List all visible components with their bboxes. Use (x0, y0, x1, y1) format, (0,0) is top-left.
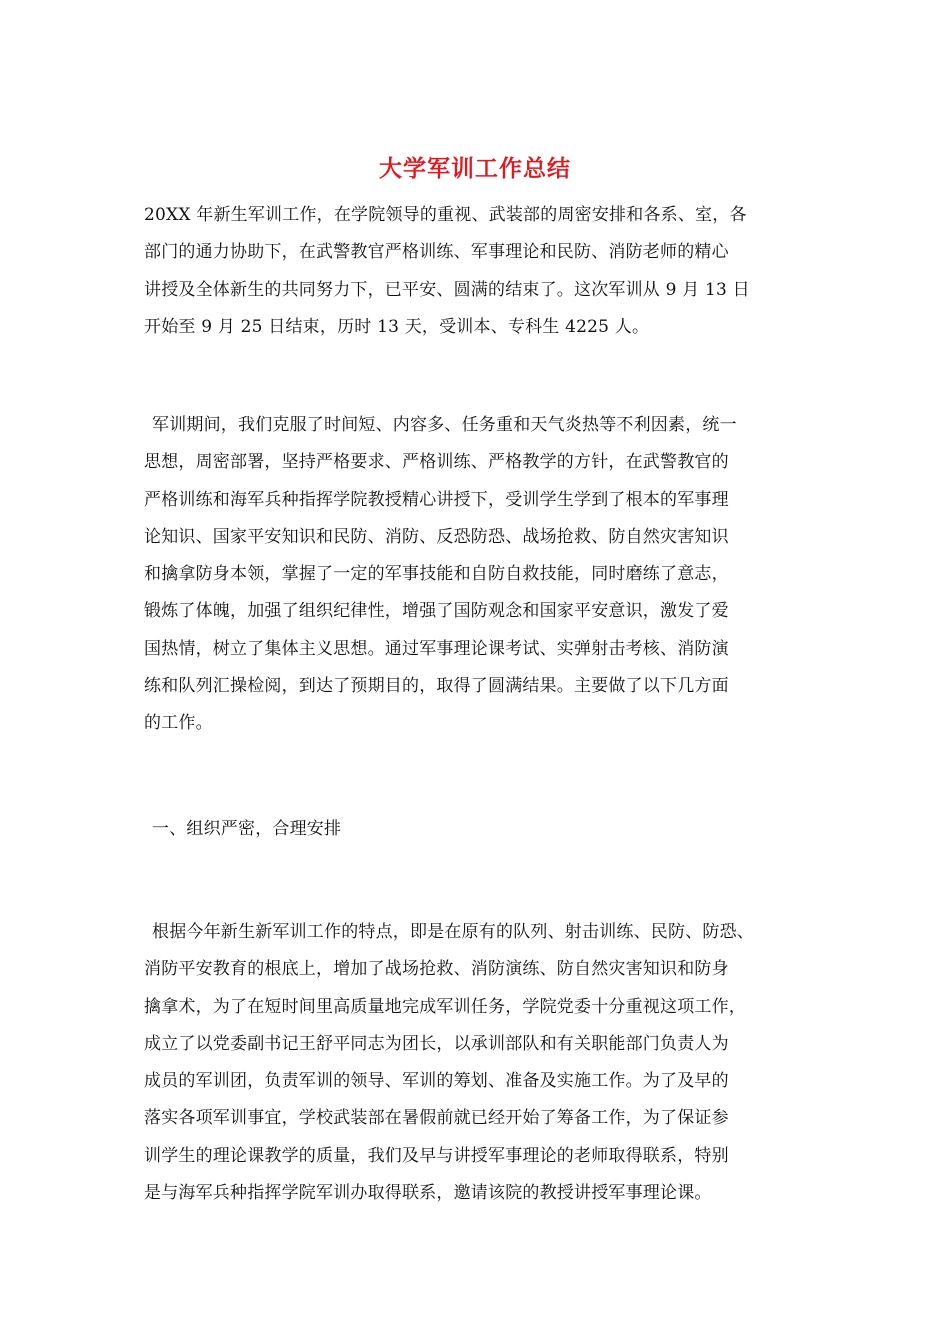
section-heading (144, 811, 824, 848)
paragraph-line: 成员的军训团，负责军训的领导、军训的筹划、准备及实施工作。为了及早的 (144, 1071, 729, 1092)
paragraph-line: 军训期间，我们克服了时间短、内容多、任务重和天气炎热等不利因素，统一 (152, 415, 737, 435)
paragraph-line: 论知识、国家平安知识和民防、消防、反恐防恐、战场抢救、防自然灾害知识 (144, 526, 729, 547)
section-heading-text: 一、组织严密，合理安排 (152, 819, 342, 839)
paragraph-line: 消防平安教育的根底上，增加了战场抢救、消防演练、防自然灾害知识和防身 (144, 959, 729, 980)
paragraph-line: 讲授及全体新生的共同努力下，已平安、圆满的结束了。这次军训从 9 月 13 日 (144, 279, 750, 300)
paragraph-line: 根据今年新生新军训工作的特点，即是在原有的队列、射击训练、民防、防恐、 (152, 922, 754, 942)
paragraph-line: 落实各项军训事宜，学校武装部在暑假前就已经开始了筹备工作，为了保证参 (144, 1108, 729, 1129)
paragraph-line: 训学生的理论课教学的质量，我们及早与讲授军事理论的老师取得联系，特别 (144, 1145, 729, 1166)
paragraph-line: 的工作。 (144, 713, 213, 734)
document-title: 大学军训工作总结 (379, 155, 571, 182)
paragraph-intro (144, 197, 824, 346)
paragraph-line: 思想，周密部署，坚持严格要求、严格训练、严格教学的方针，在武警教官的 (144, 452, 729, 473)
paragraph-line: 严格训练和海军兵种指挥学院教授精心讲授下，受训学生学到了根本的军事理 (144, 489, 729, 510)
paragraph-line: 成立了以党委副书记王舒平同志为团长，以承训部队和有关职能部门负责人为 (144, 1033, 729, 1054)
paragraph-line: 20XX 年新生军训工作，在学院领导的重视、武装部的周密安排和各系、室，各 (144, 205, 747, 225)
paragraph-training-period (144, 407, 824, 743)
paragraph-line: 国热情，树立了集体主义思想。通过军事理论课考试、实弹射击考核、消防演 (144, 638, 729, 659)
paragraph-line: 部门的通力协助下，在武警教官严格训练、军事理论和民防、消防老师的精心 (144, 242, 729, 263)
paragraph-line: 开始至 9 月 25 日结束，历时 13 天，受训本、专科生 4225 人。 (144, 316, 650, 337)
paragraph-line: 和擒拿防身本领，掌握了一定的军事技能和自防自救技能，同时磨练了意志， (144, 564, 729, 585)
paragraph-line: 练和队列汇操检阅，到达了预期目的，取得了圆满结果。主要做了以下几方面 (144, 676, 729, 697)
paragraph-line: 锻炼了体魄，加强了组织纪律性，增强了国防观念和国家平安意识，激发了爱 (144, 601, 729, 622)
paragraph-line: 擒拿术，为了在短时间里高质量地完成军训任务，学院党委十分重视这项工作， (144, 996, 746, 1017)
paragraph-line: 是与海军兵种指挥学院军训办取得联系，邀请该院的教授讲授军事理论课。 (144, 1183, 712, 1204)
paragraph-organization (144, 914, 824, 1212)
